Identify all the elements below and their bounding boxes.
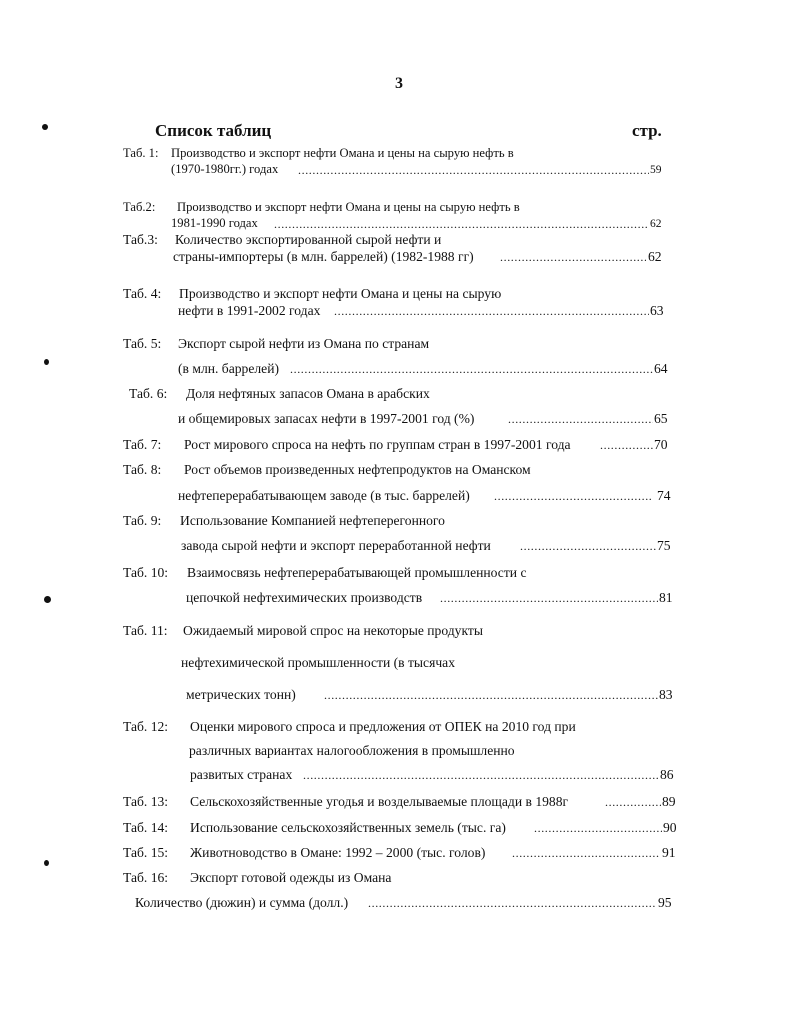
entry-title: Экспорт сырой нефти из Омана по странам — [178, 336, 430, 351]
dot-leader — [324, 687, 658, 703]
dot-leader — [298, 162, 649, 178]
entry-title: Экспорт готовой одежды из Омана — [190, 870, 392, 885]
entry-title-cont: завода сырой нефти и экспорт переработанной нефти — [181, 538, 491, 553]
entry-page: 62 — [650, 218, 662, 230]
entry-page: 65 — [654, 411, 668, 426]
dot-leader — [290, 361, 653, 377]
dot-leader — [440, 590, 658, 606]
entry-label: Таб. 1: — [123, 146, 159, 160]
entry-page: 83 — [659, 687, 673, 702]
entry-page: 89 — [662, 794, 676, 809]
entry-title: Использование Компанией нефтеперегонного — [180, 513, 445, 528]
entry-label: Таб.2: — [123, 200, 156, 214]
dot-leader — [368, 895, 656, 911]
entry-title-cont: (1970-1980гг.) годах — [171, 162, 279, 176]
entry-title-cont: развитых странах — [190, 767, 293, 782]
entry-page: 64 — [654, 361, 668, 376]
page-column-label: стр. — [632, 121, 662, 140]
dot-leader — [534, 820, 662, 836]
entry-title: Количество экспортированной сырой нефти и — [175, 232, 442, 247]
entry-page: 86 — [660, 767, 674, 782]
entry-title: Ожидаемый мировой спрос на некоторые продукты — [183, 623, 483, 638]
entry-label: Таб. 10: — [123, 565, 169, 580]
entry-title: Рост объемов произведенных нефтепродуктов на Оманском — [184, 462, 531, 477]
dot-leader — [600, 437, 653, 453]
entry-title: Производство и экспорт нефти Омана и цены на сырую — [179, 286, 502, 301]
entry-label: Таб. 14: — [123, 820, 169, 835]
entry-page: 62 — [648, 249, 662, 264]
entry-title-cont: 1981-1990 годах — [171, 216, 258, 230]
scan-mark — [44, 596, 51, 603]
scan-mark — [44, 359, 49, 365]
entry-title: Животноводство в Омане: 1992 – 2000 (тыс. голов) — [190, 845, 486, 860]
entry-page: 91 — [662, 845, 676, 860]
entry-title-cont: различных вариантах налогообложения в промышленно — [189, 743, 515, 758]
scan-mark — [44, 860, 49, 866]
entry-page: 63 — [650, 303, 664, 318]
entry-title: Взаимосвязь нефтеперерабатывающей промышленности с — [187, 565, 527, 580]
entry-title-cont: страны-импортеры (в млн. баррелей) (1982-1988 гг) — [173, 249, 474, 264]
entry-label: Таб. 4: — [123, 286, 162, 301]
entry-title-cont: (в млн. баррелей) — [178, 361, 279, 376]
entry-label: Таб. 13: — [123, 794, 169, 809]
entry-title-cont: нефтеперерабатывающем заводе (в тыс. баррелей) — [178, 488, 470, 503]
entry-label: Таб. 11: — [123, 623, 168, 638]
entry-label: Таб. 6: — [129, 386, 168, 401]
dot-leader — [494, 488, 652, 504]
dot-leader — [500, 249, 646, 265]
entry-page: 59 — [650, 164, 662, 176]
entry-page: 95 — [658, 895, 672, 910]
entry-title-cont: нефти в 1991-2002 годах — [178, 303, 321, 318]
entry-page: 74 — [657, 488, 671, 503]
entry-title: Сельскохозяйственные угодья и возделываемые площади в 1988г — [190, 794, 569, 809]
entry-title-cont: нефтехимической промышленности (в тысячах — [181, 655, 455, 670]
entry-label: Таб. 5: — [123, 336, 162, 351]
entry-page: 81 — [659, 590, 673, 605]
dot-leader — [512, 845, 660, 861]
entry-page: 75 — [657, 538, 671, 553]
dot-leader — [508, 411, 653, 427]
entry-label: Таб. 12: — [123, 719, 169, 734]
entry-title: Рост мирового спроса на нефть по группам стран в 1997-2001 года — [184, 437, 571, 452]
entry-label: Таб. 9: — [123, 513, 162, 528]
dot-leader — [334, 303, 649, 319]
entry-title-cont: метрических тонн) — [186, 687, 296, 702]
entry-title: Оценки мирового спроса и предложения от ОПЕК на 2010 год при — [190, 719, 576, 734]
entry-label: Таб. 8: — [123, 462, 162, 477]
entry-title-cont: и общемировых запасах нефти в 1997-2001 год (%) — [178, 411, 475, 426]
entry-label: Таб.3: — [123, 232, 158, 247]
entry-label: Таб. 7: — [123, 437, 162, 452]
scan-mark — [42, 124, 48, 130]
entry-page: 90 — [663, 820, 677, 835]
dot-leader — [303, 767, 659, 783]
entry-title: Использование сельскохозяйственных земель (тыс. га) — [190, 820, 506, 835]
entry-page: 70 — [654, 437, 668, 452]
dot-leader — [274, 216, 649, 232]
list-heading: Список таблиц — [155, 121, 272, 140]
dot-leader — [605, 794, 661, 810]
entry-label: Таб. 16: — [123, 870, 169, 885]
entry-title-cont: Количество (дюжин) и сумма (долл.) — [135, 895, 349, 910]
entry-title: Производство и экспорт нефти Омана и цены на сырую нефть в — [171, 146, 514, 160]
page-number: 3 — [395, 75, 403, 92]
entry-title: Производство и экспорт нефти Омана и цены на сырую нефть в — [177, 200, 520, 214]
entry-title: Доля нефтяных запасов Омана в арабских — [186, 386, 430, 401]
entry-title-cont: цепочкой нефтехимических производств — [186, 590, 423, 605]
dot-leader — [520, 538, 656, 554]
entry-label: Таб. 15: — [123, 845, 169, 860]
